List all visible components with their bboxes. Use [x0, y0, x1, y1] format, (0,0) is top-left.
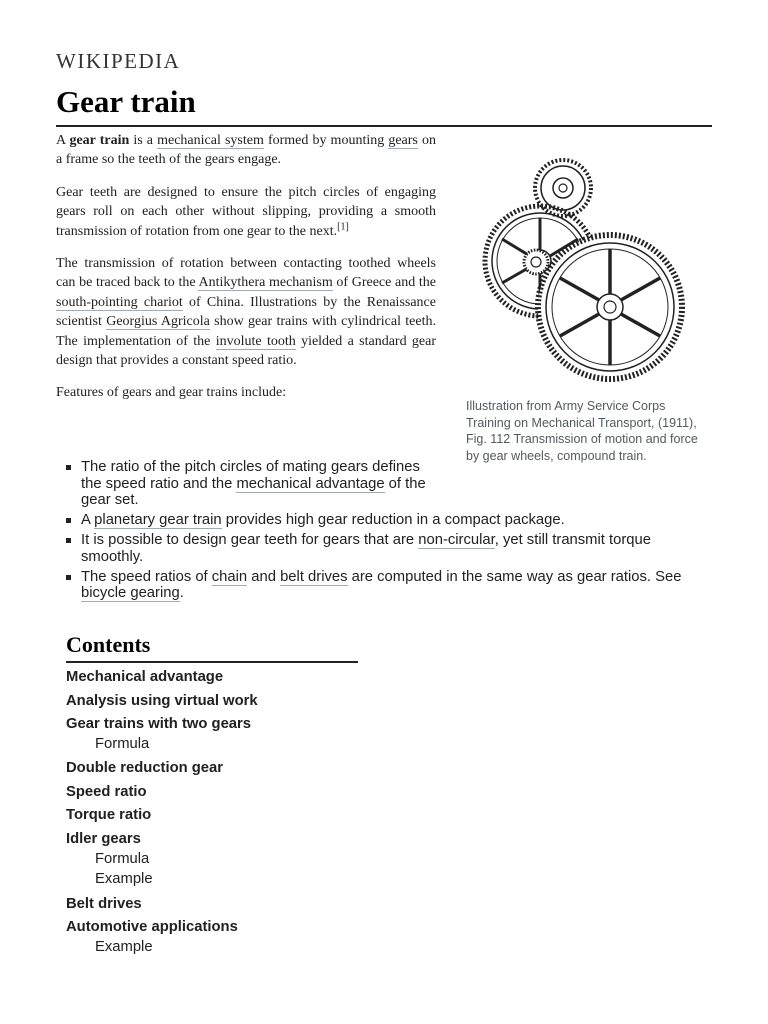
text: on a frame so the teeth of the gears engage. — [56, 133, 436, 168]
text: , yet still transmit torque smoothly. — [81, 532, 651, 565]
list-item — [62, 532, 712, 565]
text: of Greece and the — [332, 275, 436, 291]
toc-item-belt-drives[interactable]: Belt drives — [66, 895, 142, 912]
link-chain[interactable]: chain — [211, 568, 248, 585]
text: of the gear set. — [81, 475, 426, 508]
toc-item-double-reduction-gear[interactable]: Double reduction gear — [66, 760, 224, 777]
intro-paragraph-3 — [56, 254, 436, 370]
link-involute-tooth[interactable]: involute tooth — [215, 333, 296, 349]
toc-item-idler-gears[interactable]: Idler gears — [66, 831, 141, 848]
text: yielded a standard gear design that provides a constant speed ratio. — [56, 333, 436, 369]
toc-item-speed-ratio[interactable]: Speed ratio — [66, 783, 147, 800]
intro-paragraph-4: Features of gears and gear trains include: — [56, 385, 287, 401]
toc-list — [66, 669, 358, 957]
toc-subitem-example[interactable]: Example — [95, 871, 153, 888]
features-list — [62, 459, 712, 605]
link-non-circular[interactable]: non-circular — [418, 532, 495, 548]
gear-illustration-figure[interactable] — [466, 157, 710, 385]
page-title: Gear train — [56, 84, 196, 119]
text: . — [179, 585, 184, 601]
link-georgius-agricola[interactable]: Georgius Agricola — [106, 314, 210, 330]
toc-item-gear-trains-with-two-gears[interactable]: Gear trains with two gears — [66, 716, 252, 733]
toc-subitem-example[interactable]: Example — [95, 938, 153, 955]
text: A — [56, 133, 70, 148]
toc-item-analysis-using-virtual-work[interactable]: Analysis using virtual work — [66, 692, 258, 709]
text: A — [81, 512, 95, 528]
text: The ratio of the pitch circles of mating gears defines the speed ratio and the — [81, 459, 420, 492]
list-item — [62, 512, 712, 529]
gear-train-illustration — [480, 157, 695, 385]
bold-term: gear train — [69, 133, 130, 148]
text: of China. Illustrations by the Renaissance scientist — [56, 294, 436, 330]
figure-caption: Illustration from Army Service Corps Training on Mechanical Transport, (1911), Fig. 112 Transmission of motion and force by gear wheels, compound train. — [466, 399, 698, 463]
text: The speed ratios of — [81, 568, 212, 585]
link-south-pointing-chariot[interactable]: south-pointing chariot — [56, 294, 183, 310]
text: The transmission of rotation between contacting toothed wheels can be traced back to the — [56, 256, 436, 291]
list-item — [62, 459, 437, 509]
text: formed by mounting — [263, 133, 389, 148]
wikipedia-wordmark[interactable]: WIKIPEDIA — [56, 49, 181, 73]
link-bicycle-gearing[interactable]: bicycle gearing — [81, 585, 180, 601]
text: and — [247, 568, 281, 585]
text: Gear teeth are designed to ensure the pitch circles of engaging gears roll on each other without slipping, providing a smooth transmission of rotation from one gear to the next. — [56, 184, 436, 239]
toc-item-torque-ratio[interactable]: Torque ratio — [66, 807, 152, 824]
text: provides high gear reduction in a compact package. — [221, 512, 565, 528]
toc-subitem-formula[interactable]: Formula — [95, 735, 150, 752]
intro-paragraph-1 — [56, 131, 436, 170]
toc-subitem-formula[interactable]: Formula — [95, 850, 150, 867]
list-item — [62, 569, 712, 602]
intro-paragraph-2 — [56, 183, 436, 241]
link-gears[interactable]: gears — [388, 133, 418, 148]
title-divider — [56, 125, 712, 127]
toc-item-automotive-applications[interactable]: Automotive applications — [66, 919, 238, 936]
link-mechanical-advantage[interactable]: mechanical advantage — [236, 475, 385, 492]
text: are computed in the same way as gear ratios. See — [347, 568, 682, 585]
toc-title: Contents — [66, 632, 358, 663]
link-mechanical-system[interactable]: mechanical system — [157, 133, 264, 148]
link-belt-drives[interactable]: belt drives — [280, 568, 348, 585]
text: is a — [129, 133, 158, 148]
table-of-contents — [66, 632, 358, 957]
text: show gear trains with cylindrical teeth. The implementation of the — [56, 314, 436, 349]
reference-link[interactable]: [1] — [337, 220, 349, 232]
link-planetary-gear-train[interactable]: planetary gear train — [94, 512, 222, 528]
text: It is possible to design gear teeth for gears that are — [81, 532, 419, 548]
toc-item-mechanical-advantage[interactable]: Mechanical advantage — [66, 669, 224, 685]
link-antikythera-mechanism[interactable]: Antikythera mechanism — [198, 275, 333, 291]
lead-section — [56, 131, 436, 416]
